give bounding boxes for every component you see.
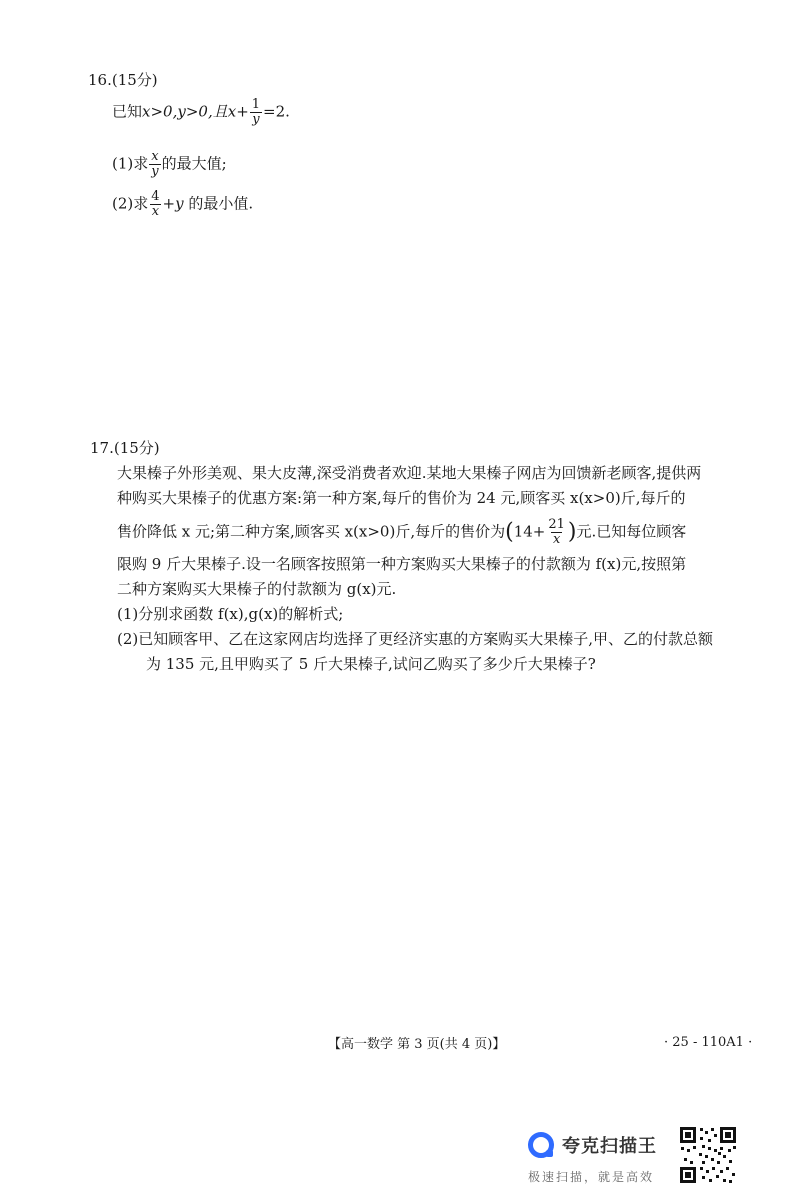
q17-line3-post: 元.已知每位顾客 [576, 522, 687, 541]
q17-line2: 种购买大果榛子的优惠方案:第一种方案,每斤的售价为 24 元,顾客买 x(x>0)斤,每斤的 [117, 489, 686, 507]
q17-line3-rparen: ) [567, 519, 577, 545]
page-footer-code: · 25 - 110A1 · [664, 1035, 753, 1050]
q17-line3-fraction [546, 518, 567, 547]
q16-given [112, 98, 290, 127]
q17-part2-line2: 为 135 元,且甲购买了 5 斤大果榛子,试问乙购买了多少斤大果榛子? [146, 655, 596, 673]
q16-given-frac-num: 1 [251, 97, 261, 112]
q16-part2-tail: 的最小值. [183, 194, 254, 213]
q17-line4: 限购 9 斤大果榛子.设一名顾客按照第一种方案购买大果榛子的付款额为 f(x)元,按照第 [117, 555, 687, 573]
q16-given-frac-den: y [252, 112, 260, 127]
q16-part2-fraction [149, 190, 161, 219]
q17-line3-pre: 售价降低 x 元;第二种方案,顾客买 x(x>0)斤,每斤的售价为 [117, 522, 506, 541]
q17-line3-lparen: ( [505, 519, 514, 545]
q16-part2-label: (2)求 [112, 194, 149, 213]
q16-given-prefix: 已知 [112, 102, 143, 121]
q16-part1-frac-num: x [151, 149, 159, 164]
q16-part1-fraction [149, 150, 160, 179]
q17-line3-inner: 14+ [513, 522, 546, 541]
q17-number: 17.(15分) [90, 439, 160, 457]
q16-given-cond: x>0,y>0,且 [142, 102, 228, 121]
q17-part2-line1: (2)已知顾客甲、乙在这家网店均选择了更经济实惠的方案购买大果榛子,甲、乙的付款总额 [117, 630, 714, 648]
q17-line5: 二种方案购买大果榛子的付款额为 g(x)元. [117, 580, 397, 598]
watermark-app-name: 夸克扫描王 [562, 1136, 657, 1157]
q16-part1 [112, 150, 227, 179]
qr-code-icon [678, 1125, 738, 1185]
q16-part2-mid: +y [162, 194, 184, 213]
watermark-slogan: 极速扫描，就是高效 [528, 1170, 655, 1184]
q17-line3-frac-num: 21 [548, 517, 565, 532]
q16-part2-frac-den: x [151, 204, 160, 219]
q16-given-plus: + [236, 102, 249, 121]
q16-part2 [112, 190, 253, 219]
page-footer-center: 【高一数学 第 3 页(共 4 页)】 [328, 1037, 506, 1052]
q17-part1: (1)分别求函数 f(x),g(x)的解析式; [117, 605, 344, 623]
q17-line3 [117, 518, 686, 547]
q16-part1-tail: 的最大值; [161, 154, 227, 173]
q16-given-fraction [250, 98, 262, 127]
q16-given-eq: =2. [263, 102, 290, 121]
q16-part1-label: (1)求 [112, 154, 149, 173]
q16-number: 16.(15分) [88, 71, 158, 89]
q17-line1: 大果榛子外形美观、果大皮薄,深受消费者欢迎.某地大果榛子网店为回馈新老顾客,提供两 [117, 464, 702, 482]
q17-line3-frac-den: x [552, 532, 561, 547]
quark-logo-icon [528, 1132, 554, 1158]
q16-part1-frac-den: y [151, 164, 159, 179]
q16-given-x: x [227, 102, 237, 121]
q16-part2-frac-num: 4 [151, 189, 160, 204]
